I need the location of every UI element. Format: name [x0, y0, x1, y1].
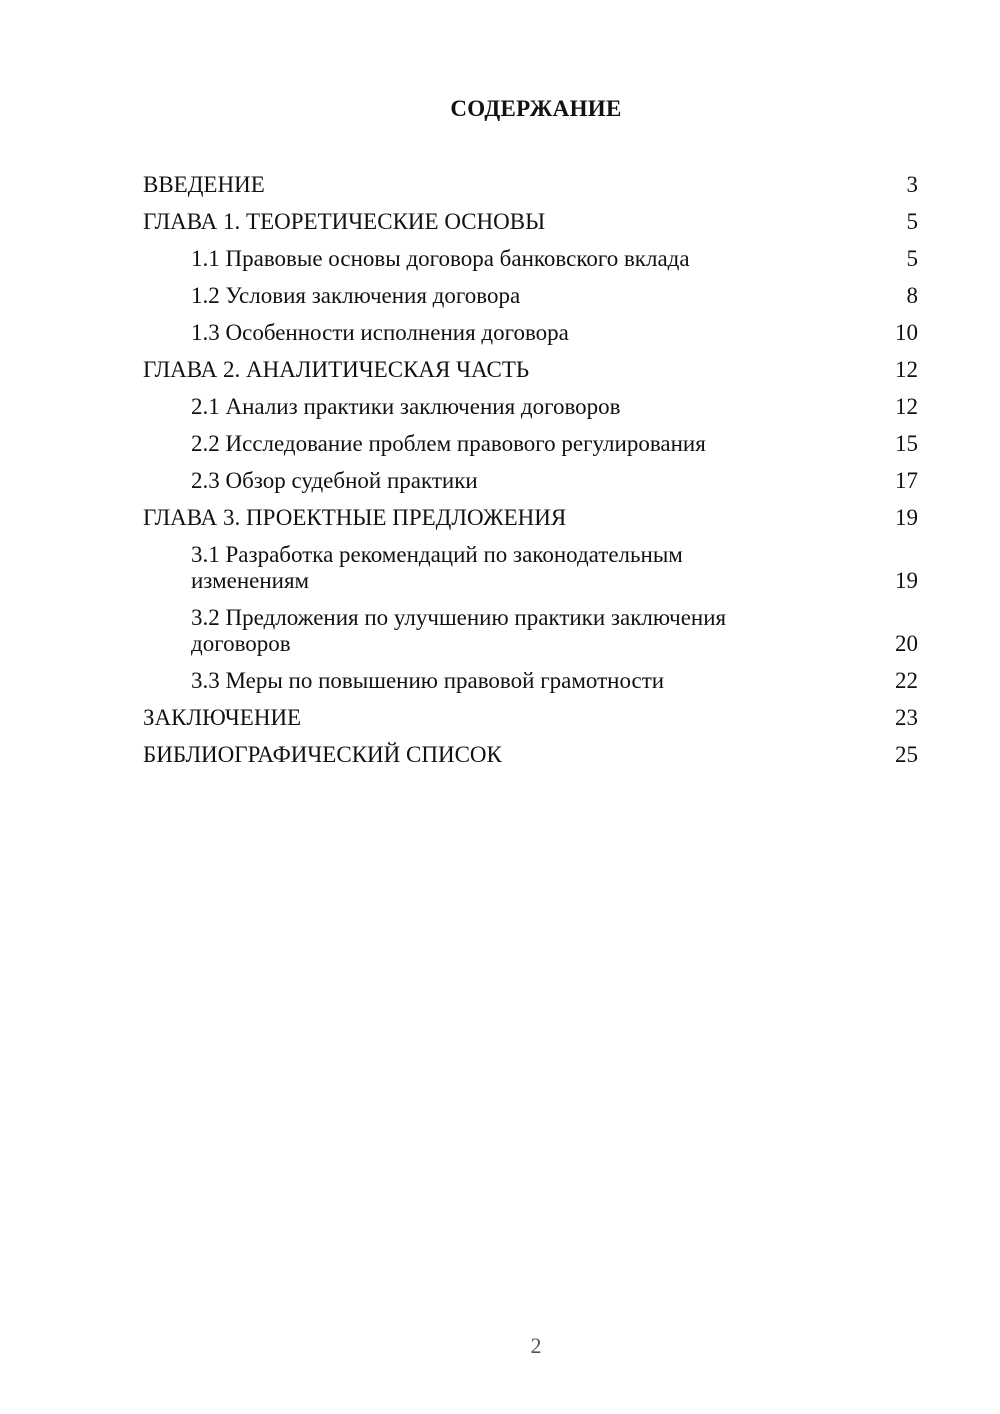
toc-item-label: 2.3 Обзор судебной практики — [191, 468, 478, 493]
toc-item-label: ГЛАВА 2. АНАЛИТИЧЕСКАЯ ЧАСТЬ — [143, 357, 530, 382]
toc-item-page: 20 — [895, 631, 918, 656]
toc-item-introduction — [143, 168, 918, 205]
toc-item-page: 10 — [895, 320, 918, 345]
toc-item-page: 12 — [895, 357, 918, 382]
toc-item-page: 23 — [895, 705, 918, 730]
toc-item-page: 5 — [906, 246, 918, 271]
toc-item-page: 8 — [906, 283, 918, 308]
toc-item-page: 17 — [895, 468, 918, 493]
toc-item-label: ГЛАВА 1. ТЕОРЕТИЧЕСКИЕ ОСНОВЫ — [143, 209, 546, 234]
toc-item-label: БИБЛИОГРАФИЧЕСКИЙ СПИСОК — [143, 742, 502, 767]
toc-item-chapter-1 — [143, 205, 918, 242]
toc-item-label: 3.1 Разработка рекомендаций по законодательным изменениям — [191, 542, 683, 593]
toc-item-page: 19 — [895, 505, 918, 530]
toc-item-section-1-3 — [143, 316, 918, 353]
toc-item-section-2-2 — [143, 427, 918, 464]
toc-item-label: ВВЕДЕНИЕ — [143, 172, 265, 197]
toc-item-label: ЗАКЛЮЧЕНИЕ — [143, 705, 302, 730]
toc-item-label: ГЛАВА 3. ПРОЕКТНЫЕ ПРЕДЛОЖЕНИЯ — [143, 505, 567, 530]
toc-item-label: 2.1 Анализ практики заключения договоров — [191, 394, 621, 419]
toc-item-label: 1.2 Условия заключения договора — [191, 283, 521, 308]
toc-item-section-1-1 — [143, 242, 918, 279]
toc-item-label: 1.1 Правовые основы договора банковского вклада — [191, 246, 690, 271]
toc-item-page: 3 — [906, 172, 918, 197]
toc-item-conclusion — [143, 701, 918, 738]
page-title: СОДЕРЖАНИЕ — [450, 96, 622, 121]
toc-item-page: 5 — [906, 209, 918, 234]
toc-item-label: 3.3 Меры по повышению правовой грамотности — [191, 668, 665, 693]
toc-item-label: 3.2 Предложения по улучшению практики заключения договоров — [191, 605, 727, 656]
toc-item-bibliography — [143, 738, 918, 775]
toc-item-page: 25 — [895, 742, 918, 767]
toc-item-section-3-3 — [143, 664, 918, 701]
toc-item-label: 1.3 Особенности исполнения договора — [191, 320, 569, 345]
toc-item-page: 12 — [895, 394, 918, 419]
page-number: 2 — [530, 1333, 542, 1358]
toc-item-page: 15 — [895, 431, 918, 456]
toc-item-chapter-2 — [143, 353, 918, 390]
toc-item-page: 22 — [895, 668, 918, 693]
toc-item-section-3-1 — [143, 538, 918, 601]
toc-item-section-3-2 — [143, 601, 918, 664]
toc-item-label: 2.2 Исследование проблем правового регулирования — [191, 431, 706, 456]
toc-item-page: 19 — [895, 568, 918, 593]
table-of-contents — [143, 168, 918, 775]
toc-item-section-2-3 — [143, 464, 918, 501]
toc-item-chapter-3 — [143, 501, 918, 538]
toc-item-section-1-2 — [143, 279, 918, 316]
toc-item-section-2-1 — [143, 390, 918, 427]
